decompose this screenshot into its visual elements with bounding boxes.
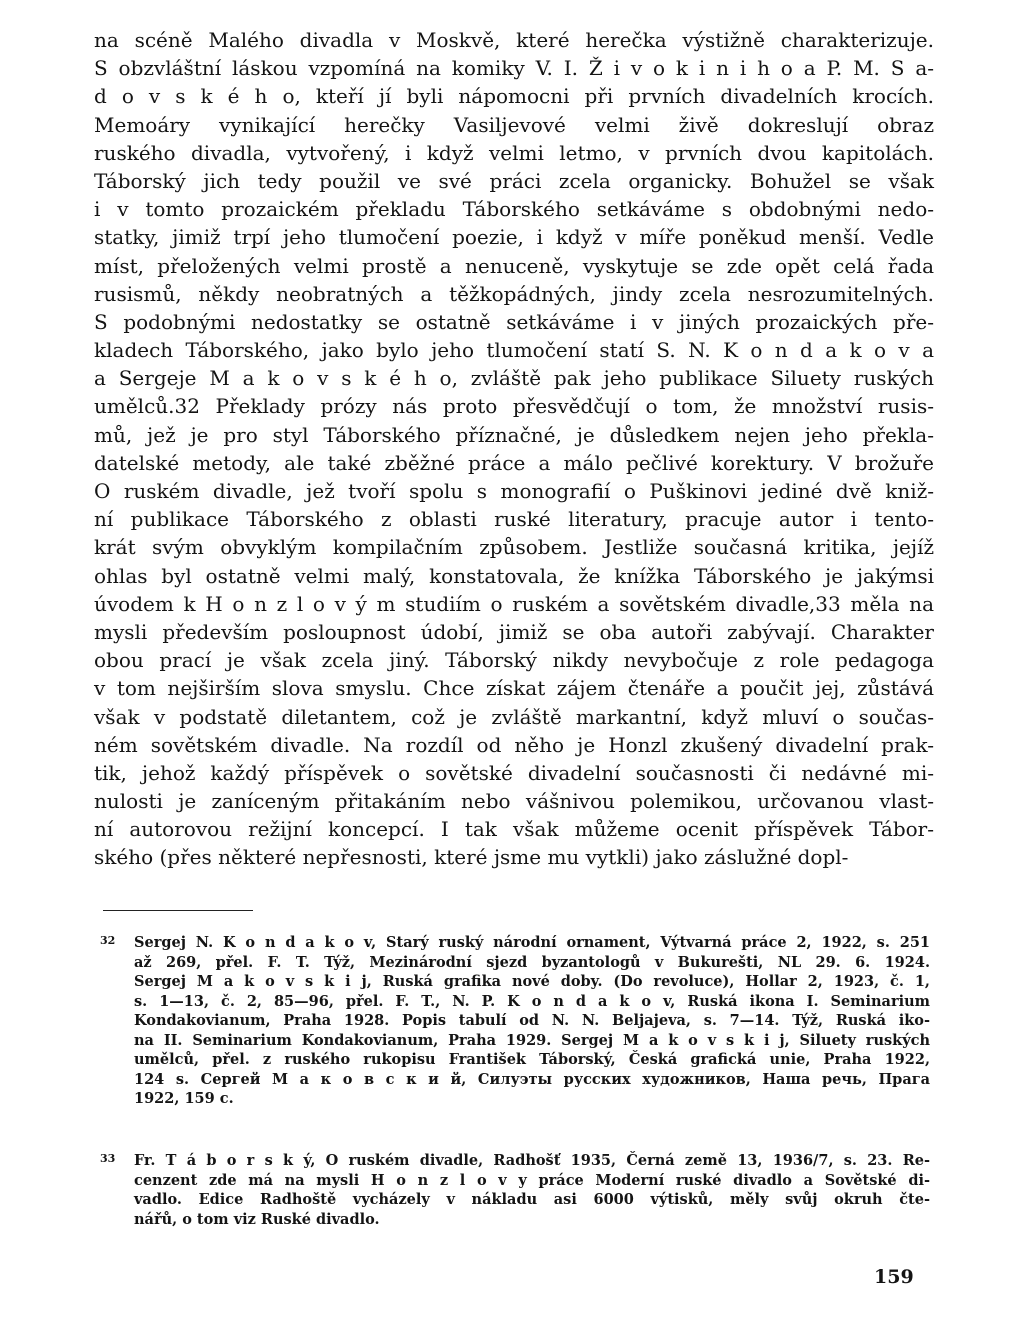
text-line: cenzent zde má na mysli H o n z l o v y práce Moderní ruské divadlo a Sovětské di- xyxy=(134,1171,930,1189)
text-line: na II. Seminarium Kondakovianum, Praha 1929. Sergej M a k o v s k i j, Siluety ruských xyxy=(134,1031,930,1049)
text-line: mů, jež je pro styl Táborského příznačné, je důsledkem nejen jeho překla- xyxy=(94,422,934,447)
text-line: Táborský jich tedy použil ve své práci zcela organicky. Bohužel se však xyxy=(94,168,934,193)
text-line: vadlo. Edice Radhoště vycházely v nákladu asi 6000 výtisků, měly svůj okruh čte- xyxy=(134,1191,930,1208)
text-line: umělců, přel. z ruského rukopisu František Táborský, Česká grafická unie, Praha 1922, xyxy=(134,1051,930,1068)
text-line: i v tomto prozaickém překladu Táborského setkáváme s obdobnými nedo- xyxy=(94,197,934,222)
text-line: nářů, o tom viz Ruské divadlo. xyxy=(134,1210,380,1228)
text-line: S obzvláštní láskou vzpomíná na komiky V. I. Ž i v o k i n i h o a P. M. S a- xyxy=(94,56,934,81)
page-number: 159 xyxy=(874,1266,914,1288)
text-line: v tom nejširším slova smyslu. Chce získat zájem čtenáře a poučit jej, zůstává xyxy=(94,676,934,701)
text-line: však v podstatě diletantem, což je zvláště markantní, když mluví o součas- xyxy=(94,704,934,729)
footnote-32 xyxy=(100,933,930,1109)
text-line: kladech Táborského, jako bylo jeho tlumočení statí S. N. K o n d a k o v a xyxy=(94,338,934,363)
text-line: ohlas byl ostatně velmi malý, konstatovala, že knížka Táborského je jakýmsi xyxy=(94,563,934,588)
text-line: Sergej M a k o v s k i j, Ruská grafika nové doby. (Do revoluce), Hollar 2, 1923, č. 1, xyxy=(134,973,930,990)
text-line: ném sovětském divadle. Na rozdíl od něho je Honzl zkušený divadelní prak- xyxy=(94,732,934,757)
text-line: datelské metody, ale také zběžné práce a málo pečlivé korektury. V brožuře xyxy=(94,450,934,475)
footnote-divider xyxy=(103,910,253,911)
text-line: na scéně Malého divadla v Moskvě, které herečka výstižně charakterizuje. xyxy=(94,28,934,52)
text-line: S podobnými nedostatky se ostatně setkáváme i v jiných prozaických pře- xyxy=(94,309,934,334)
footnote-33 xyxy=(100,1151,930,1229)
text-line: umělců.32 Překlady prózy nás proto přesvědčují o tom, že množství rusis- xyxy=(94,394,934,419)
text-line: až 269, přel. F. T. Týž, Mezinárodní sjezd byzantologů v Bukurešti, NL 29. 6. 1924. xyxy=(134,953,930,971)
text-line: statky, jimiž trpí jeho tlumočení poezie, i když v míře poněkud menší. Vedle xyxy=(94,225,934,250)
text-line: a Sergeje M a k o v s k é h o, zvláště pak jeho publikace Siluety ruských xyxy=(94,366,934,391)
text-line: s. 1—13, č. 2, 85—96, přel. F. T., N. P. K o n d a k o v, Ruská ikona I. Seminarium xyxy=(134,992,930,1010)
text-line: tik, jehož každý příspěvek o sovětské divadelní současnosti či nedávné mi- xyxy=(94,760,934,785)
text-line: ského (přes některé nepřesnosti, které jsme mu vytkli) jako záslužné dopl- xyxy=(94,845,849,870)
footnote-number: 32 xyxy=(100,934,116,947)
text-line: Sergej N. K o n d a k o v, Starý ruský národní ornament, Výtvarná práce 2, 1922, s. 251 xyxy=(134,934,930,951)
text-line: Memoáry vynikající herečky Vasiljevové velmi živě dokreslují obraz xyxy=(94,112,934,137)
text-line: 124 s. Сергей М а к о в с к и й, Силуэты русских художников, Наша речь, Прага xyxy=(134,1070,930,1088)
text-line: ní publikace Táborského z oblasti ruské literatury, pracuje autor i tento- xyxy=(94,507,934,532)
text-line: obou prací je však zcela jiný. Táborský nikdy nevybočuje z role pedagoga xyxy=(94,648,934,673)
text-line: ruského divadla, vytvořený, i když velmi letmo, v prvních dvou kapitolách. xyxy=(94,140,934,165)
text-line: míst, přeložených velmi prostě a nenuceně, vyskytuje se zde opět celá řada xyxy=(94,253,934,278)
text-line: 1922, 159 c. xyxy=(134,1090,234,1107)
footnote-body xyxy=(134,1151,930,1229)
main-text xyxy=(94,26,934,872)
text-line: O ruském divadle, jež tvoří spolu s monografií o Puškinovi jediné dvě kniž- xyxy=(94,479,934,503)
text-line: Fr. T á b o r s k ý, O ruském divadle, Radhošť 1935, Černá země 13, 1936/7, s. 23. Re- xyxy=(134,1152,930,1169)
footnote-body xyxy=(134,933,930,1109)
text-line: krát svým obvyklým kompilačním způsobem. Jestliže současná kritika, jejíž xyxy=(94,535,934,560)
text-line: Kondakovianum, Praha 1928. Popis tabulí od N. N. Beljajeva, s. 7—14. Týž, Ruská iko- xyxy=(134,1012,930,1029)
text-line: mysli především posloupnost údobí, jimiž se oba autoři zabývají. Charakter xyxy=(94,619,934,644)
text-line: nulosti je zaníceným přitakáním nebo vášnivou polemikou, určovanou vlast- xyxy=(94,789,934,814)
text-line: d o v s k é h o, kteří jí byli nápomocni při prvních divadelních krocích. xyxy=(94,84,934,109)
text-line: úvodem k H o n z l o v ý m studiím o ruském a sovětském divadle,33 měla na xyxy=(94,591,934,616)
text-line: ní autorovou režijní koncepcí. I tak však můžeme ocenit příspěvek Tábor- xyxy=(94,817,934,842)
footnote-number: 33 xyxy=(100,1152,116,1165)
text-line: rusismů, někdy neobratných a těžkopádných, jindy zcela nesrozumitelných. xyxy=(94,281,934,306)
